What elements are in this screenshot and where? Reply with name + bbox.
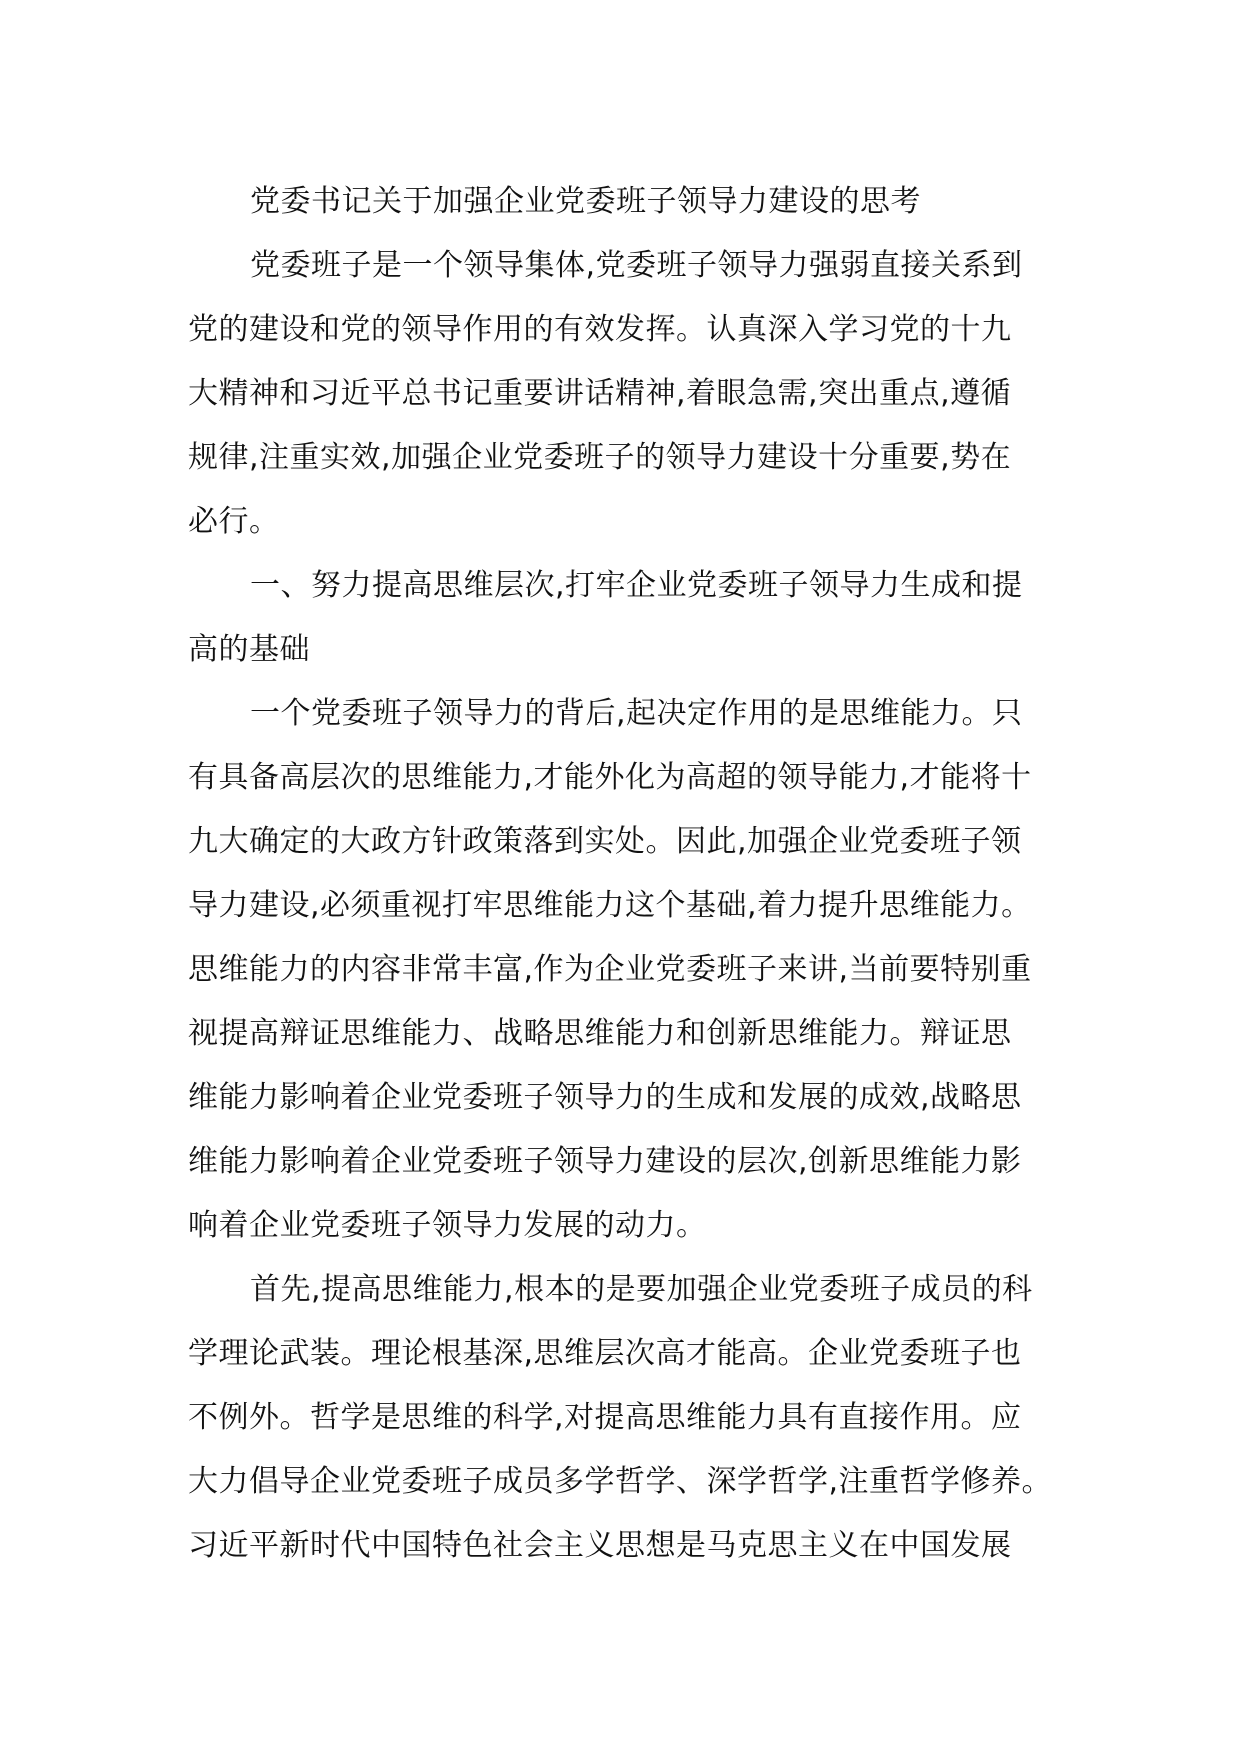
section-heading-1 xyxy=(188,554,1054,682)
paragraph-first xyxy=(188,1258,1054,1578)
text-line: 必行。 xyxy=(188,504,280,539)
paragraph-intro xyxy=(188,234,1054,554)
text-line: 导力建设,必须重视打牢思维能力这个基础,着力提升思维能力。 xyxy=(188,888,1032,923)
text-line: 高的基础 xyxy=(188,632,310,667)
document-title: 党委书记关于加强企业党委班子领导力建设的思考 xyxy=(250,184,921,219)
text-line: 习近平新时代中国特色社会主义思想是马克思主义在中国发展 xyxy=(188,1528,1012,1563)
text-line: 规律,注重实效,加强企业党委班子的领导力建设十分重要,势在 xyxy=(188,440,1012,475)
paragraph-thinking-ability xyxy=(188,682,1054,1258)
text-line: 有具备高层次的思维能力,才能外化为高超的领导能力,才能将十 xyxy=(188,760,1032,795)
text-line: 响着企业党委班子领导力发展的动力。 xyxy=(188,1208,707,1243)
text-line: 党委班子是一个领导集体,党委班子领导力强弱直接关系到 xyxy=(250,248,1023,283)
text-line: 首先,提高思维能力,根本的是要加强企业党委班子成员的科 xyxy=(250,1272,1033,1307)
text-line: 一个党委班子领导力的背后,起决定作用的是思维能力。只 xyxy=(250,696,1023,731)
text-line: 维能力影响着企业党委班子领导力的生成和发展的成效,战略思 xyxy=(188,1080,1022,1115)
text-line: 视提高辩证思维能力、战略思维能力和创新思维能力。辩证思 xyxy=(188,1016,1012,1051)
text-line: 大精神和习近平总书记重要讲话精神,着眼急需,突出重点,遵循 xyxy=(188,376,1012,411)
text-line: 一、努力提高思维层次,打牢企业党委班子领导力生成和提 xyxy=(250,568,1023,603)
text-line: 不例外。哲学是思维的科学,对提高思维能力具有直接作用。应 xyxy=(188,1400,1022,1435)
text-line: 党的建设和党的领导作用的有效发挥。认真深入学习党的十九 xyxy=(188,312,1012,347)
text-line: 维能力影响着企业党委班子领导力建设的层次,创新思维能力影 xyxy=(188,1144,1022,1179)
text-line: 学理论武装。理论根基深,思维层次高才能高。企业党委班子也 xyxy=(188,1336,1022,1371)
text-line: 思维能力的内容非常丰富,作为企业党委班子来讲,当前要特别重 xyxy=(188,952,1032,987)
text-line: 大力倡导企业党委班子成员多学哲学、深学哲学,注重哲学修养。 xyxy=(188,1464,1053,1499)
text-line: 九大确定的大政方针政策落到实处。因此,加强企业党委班子领 xyxy=(188,824,1022,859)
